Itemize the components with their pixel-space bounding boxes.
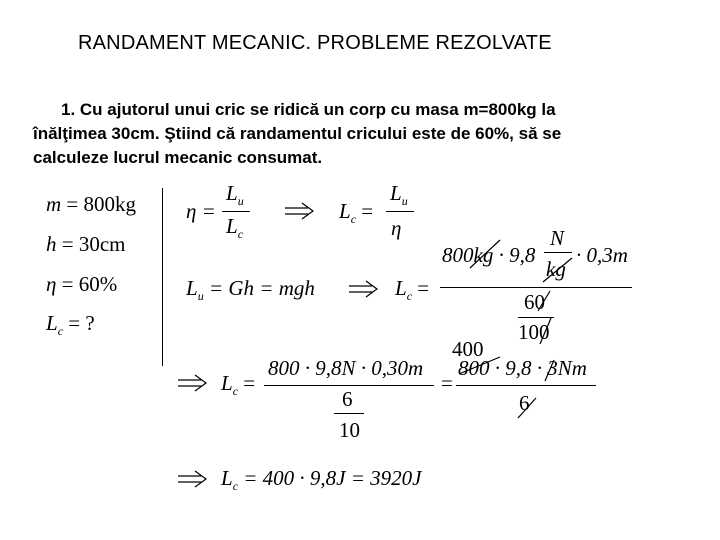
implies-arrow-icon (178, 471, 206, 487)
lc-lhs: $L_c$ = (339, 199, 374, 226)
implies-arrow-icon (285, 203, 313, 219)
step3-six: 6 (342, 387, 353, 411)
cancel-stroke (518, 398, 536, 418)
step3-eq2: = (441, 371, 453, 395)
eta-symbol: η = (186, 199, 216, 223)
step2-unit-N: N (550, 226, 565, 250)
step3-ten: 10 (339, 418, 360, 442)
cancel-stroke (459, 357, 500, 374)
cancel-stroke (540, 318, 551, 344)
step3-lhs: $L_c$ = (221, 371, 256, 398)
cancel-stroke (470, 240, 500, 268)
step2-lhs: $L_c$ = (395, 276, 430, 303)
given-unknown: $L_c$ = ? (46, 311, 95, 338)
given-mass: m = 800kg (46, 192, 137, 216)
eta-fraction-num: $L_u$ (226, 181, 244, 208)
step3-numerator2: 800 · 9,8 · 3Nm (458, 356, 587, 380)
step3-400: 400 (452, 337, 484, 361)
lc-fraction-num: $L_u$ (390, 181, 408, 208)
step3-numerator: 800 · 9,8N · 0,30m (268, 356, 424, 380)
implies-arrow-icon (178, 375, 206, 391)
lu-formula: $L_u = Gh$ = mgh (186, 276, 315, 303)
step3-six-b: 6 (519, 391, 530, 415)
implies-arrow-icon (349, 281, 377, 297)
cancel-stroke (538, 291, 550, 311)
step2-numerator: 800kg · 9,8 (442, 243, 536, 267)
problem-line-1: 1. Cu ajutorul unui cric se ridică un corp cu masa m=800kg la (61, 100, 556, 119)
step2-hundred: 100 (518, 320, 550, 344)
step2-unit-kg: kg (546, 257, 566, 281)
eta-fraction-den: $L_c$ (226, 214, 244, 241)
final-result: $L_c = 400 \cdot 9,8J = 3920J$ (221, 466, 422, 493)
problem-line-3: calculeze lucrul mecanic consumat. (33, 148, 323, 167)
cancel-stroke (545, 360, 554, 381)
step2-sixty: 60 (524, 290, 545, 314)
page-title: RANDAMENT MECANIC. PROBLEME REZOLVATE (78, 32, 552, 54)
lc-fraction-den: η (391, 216, 402, 240)
step2-tail: · 0,3m (576, 243, 628, 267)
cancel-stroke (543, 258, 572, 282)
given-height: h = 30cm (46, 232, 126, 256)
given-efficiency: η = 60% (46, 272, 118, 296)
problem-line-2: înălţimea 30cm. Ştiind că randamentul cricului este de 60%, să se (33, 124, 562, 143)
